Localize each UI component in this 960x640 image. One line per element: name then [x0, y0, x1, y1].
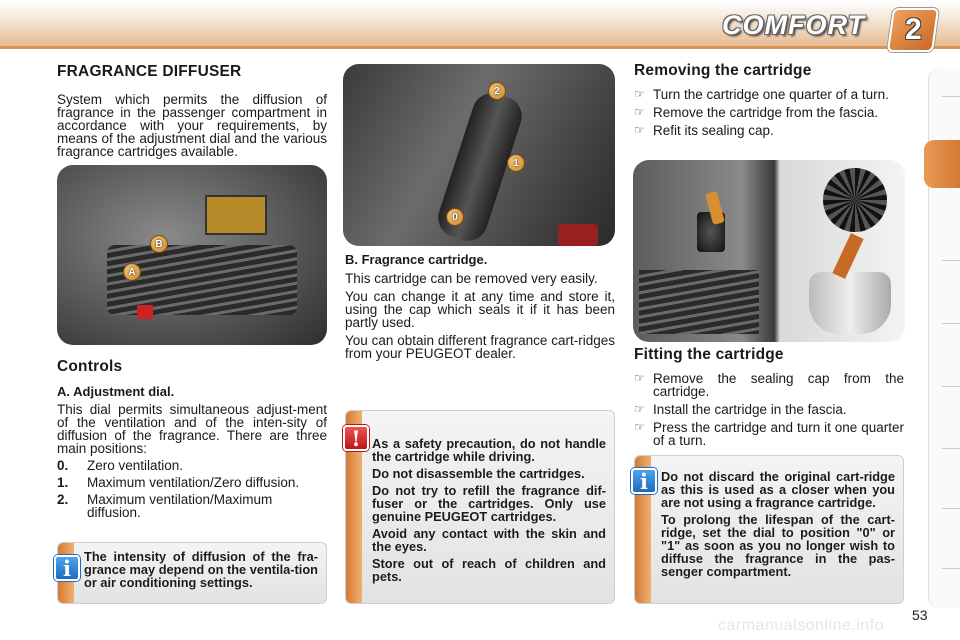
dial-positions-list	[57, 459, 327, 519]
marker-a: A	[123, 263, 141, 281]
adjustment-dial-label: A. Adjustment dial.	[57, 384, 175, 399]
marker-b: B	[150, 235, 168, 253]
side-tab-divider	[942, 568, 960, 569]
warning-box-safety	[345, 410, 615, 604]
controls-section	[57, 358, 327, 523]
chapter-number-badge	[887, 8, 939, 52]
list-item: ☞ Turn the cartridge one quarter of a turn.	[634, 87, 889, 102]
pointing-hand-icon: ☞	[634, 371, 645, 385]
section-title-fragrance-diffuser: FRAGRANCE DIFFUSER	[57, 63, 242, 80]
chapter-title: COMFORT	[722, 10, 865, 40]
header-stripe	[0, 46, 960, 49]
cartridge-top	[823, 168, 887, 232]
side-tab-divider	[942, 386, 960, 387]
cartridge-paragraph: You can obtain different fragrance cart-ridges from your PEUGEOT dealer.	[345, 333, 615, 361]
pointing-hand-icon: ☞	[634, 420, 645, 434]
removing-section	[634, 62, 904, 142]
list-item: 1. Maximum ventilation/Zero diffusion.	[57, 475, 300, 490]
list-item: ☞ Refit its sealing cap.	[634, 123, 774, 138]
marker-position-1: 1	[507, 154, 525, 172]
removing-steps-list	[634, 88, 904, 137]
pointing-hand-icon: ☞	[634, 105, 645, 119]
fitting-title: Fitting the cartridge	[634, 346, 784, 363]
list-item: ☞ Press the cartridge and turn it one quarter of a turn.	[634, 420, 904, 448]
side-tab-divider	[942, 508, 960, 509]
side-tab-divider	[942, 96, 960, 97]
middle-column	[345, 252, 615, 360]
info-box-intensity	[57, 542, 327, 604]
cartridge-removal-photo	[633, 160, 905, 342]
list-item: 2. Maximum ventilation/Maximum diffusion.	[57, 492, 273, 520]
pointing-hand-icon: ☞	[634, 402, 645, 416]
adjustment-dial-text: This dial permits simultaneous adjust-ment of the ventilation and of the inten-sity of diffusion of the fragrance. There are three main positions:	[57, 402, 327, 456]
warning-icon: !	[343, 425, 369, 451]
side-tab-divider	[942, 323, 960, 324]
left-column	[57, 60, 327, 158]
chapter-number: 2	[904, 13, 922, 46]
removing-title: Removing the cartridge	[634, 62, 812, 79]
info-icon: i	[54, 555, 80, 581]
hazard-button	[137, 305, 153, 319]
dashboard-photo	[57, 165, 327, 345]
dashboard-screen	[205, 195, 267, 235]
list-item: ☞ Remove the sealing cap from the cartridge.	[634, 371, 904, 399]
list-item: ☞ Install the cartridge in the fascia.	[634, 402, 847, 417]
intro-paragraph: System which permits the diffusion of fragrance in the passenger compartment in accordance with your requirements, by means of the adjustment dial and the various fragrance cartridges available.	[57, 92, 327, 159]
list-item: 0. Zero ventilation.	[57, 458, 184, 473]
side-tab-divider	[942, 448, 960, 449]
warning-box-text: As a safety precaution, do not handle the cartridge while driving. Do not disassemble the cartridges. Do not try to refill the fragrance dif-fuser or the cartridges. Only use genuine PEUGEOT cartridges. Avoid any contact with the skin and the eyes. Store out of reach of children and pets.	[372, 436, 606, 584]
pointing-hand-icon: ☞	[634, 123, 645, 137]
fitting-section	[634, 346, 904, 452]
fascia-vent	[639, 270, 759, 334]
sealing-cap	[809, 272, 891, 334]
controls-title: Controls	[57, 358, 123, 375]
fragrance-cartridge-label: B. Fragrance cartridge.	[345, 252, 488, 267]
info-box-text: Do not discard the original cart-ridge as this is used as a closer when you are not using a fragrance cartridge. To prolong the lifespan of the cart-ridge, set the dial to position "0" or "1" as soon as you no longer wish to diffuse the fragrance in the pas-senger compartment.	[661, 469, 895, 579]
page-number: 53	[912, 607, 928, 623]
adjustment-dial-photo	[343, 64, 615, 246]
hazard-button	[558, 224, 598, 246]
marker-position-2: 2	[488, 82, 506, 100]
info-box-text: The intensity of diffusion of the fra-grance may depend on the ventila-tion or air conditioning settings.	[84, 549, 318, 590]
info-icon: i	[631, 468, 657, 494]
pointing-hand-icon: ☞	[634, 87, 645, 101]
side-tab-divider	[942, 260, 960, 261]
marker-position-0: 0	[446, 208, 464, 226]
cartridge-paragraph: This cartridge can be removed very easily.	[345, 271, 598, 286]
info-box-cartridge	[634, 455, 904, 604]
cartridge-paragraph: You can change it at any time and store it, using the cap which seals it if it has been partly used.	[345, 289, 615, 330]
side-tab-active-chapter[interactable]	[924, 140, 960, 188]
watermark-text: carmanualsonline.info	[718, 617, 885, 634]
fitting-steps-list	[634, 372, 904, 447]
list-item: ☞ Remove the cartridge from the fascia.	[634, 105, 879, 120]
